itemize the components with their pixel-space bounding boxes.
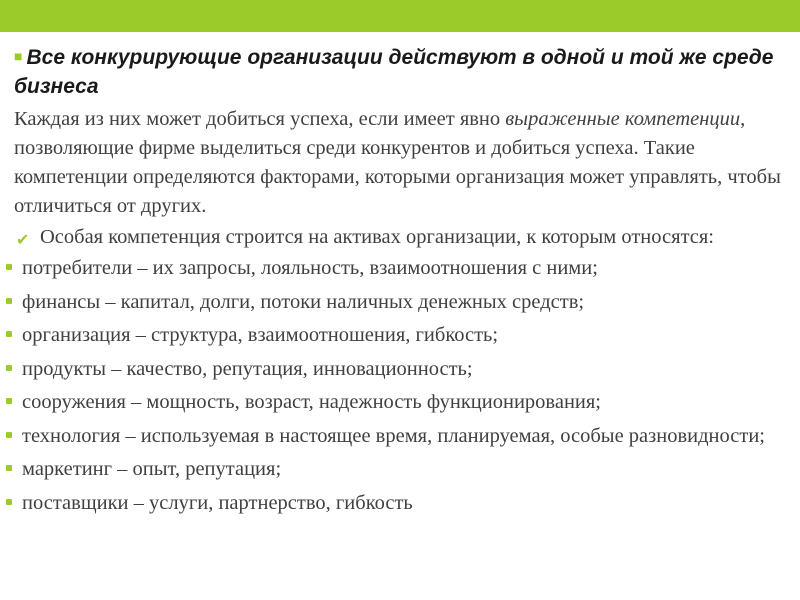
list-item xyxy=(6,489,794,518)
assets-list xyxy=(6,254,794,518)
list-item-text: потребители – их запросы, лояльность, взаимоотношения с ними; xyxy=(22,257,598,279)
list-item xyxy=(6,388,794,417)
intro-paragraph-part1: Каждая из них может добиться успеха, если имеет явно xyxy=(14,108,506,130)
top-accent-bar xyxy=(0,0,800,32)
intro-paragraph-italic: выраженные компетенции xyxy=(505,108,741,130)
list-item-text: организация – структура, взаимоотношения, гибкость; xyxy=(22,324,499,346)
intro-paragraph-part2: , позволяющие фирме выделиться среди конкурентов и добиться успеха. Такие компетенции определяются факторами, которыми организация может управлять, чтобы отличиться от других. xyxy=(14,108,781,217)
list-item-text: поставщики – услуги, партнерство, гибкость xyxy=(22,491,413,514)
square-bullet-icon xyxy=(6,465,12,471)
list-item xyxy=(6,321,794,350)
list-item xyxy=(6,455,794,484)
list-item-text: продукты – качество, репутация, инновационность; xyxy=(22,357,473,380)
list-item xyxy=(6,254,794,283)
list-item-text: сооружения – мощность, возраст, надежность функционирования; xyxy=(22,391,602,413)
intro-paragraph xyxy=(14,105,794,221)
list-item xyxy=(6,355,794,384)
list-item-text: технология – используемая в настоящее время, планируемая, особые разновидности; xyxy=(22,424,765,447)
square-bullet-icon xyxy=(6,432,12,438)
list-item xyxy=(6,422,794,451)
slide-heading xyxy=(14,42,794,101)
list-item-text: маркетинг – опыт, репутация; xyxy=(22,458,282,480)
heading-text: Все конкурирующие организации действуют в одной и той же среде бизнеса xyxy=(14,46,774,98)
square-bullet-icon xyxy=(6,264,12,270)
list-item xyxy=(6,288,794,317)
square-bullet-icon xyxy=(6,298,12,304)
slide-content xyxy=(14,42,794,522)
square-bullet-icon xyxy=(6,398,12,404)
checkmark-icon: ✔ xyxy=(16,230,30,249)
competence-statement xyxy=(14,223,794,252)
list-item-text: финансы – капитал, долги, потоки наличных денежных средств; xyxy=(22,290,585,313)
square-bullet-icon xyxy=(6,365,12,371)
square-bullet-icon xyxy=(6,499,12,505)
square-bullet-icon xyxy=(6,331,12,337)
heading-bullet-icon: ■ xyxy=(14,48,23,64)
competence-statement-text: Особая компетенция строится на активах организации, к которым относятся: xyxy=(40,226,714,248)
